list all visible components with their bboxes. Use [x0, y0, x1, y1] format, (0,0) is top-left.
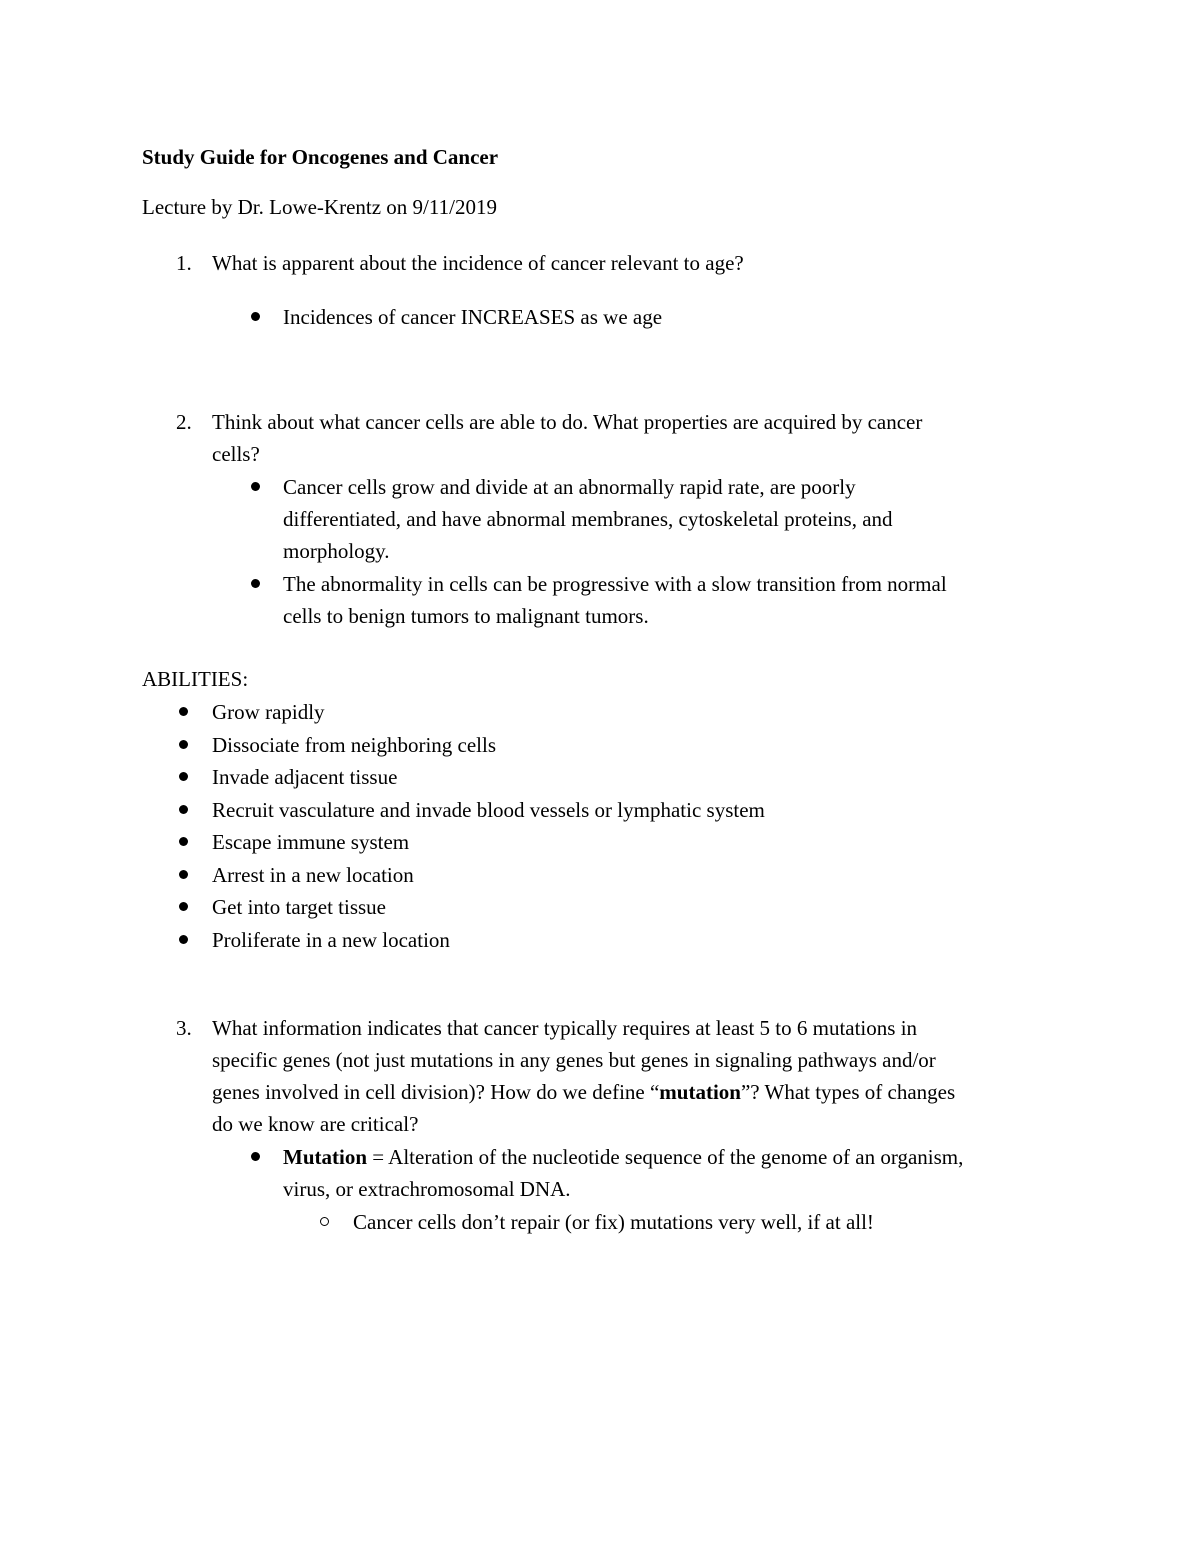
- bullet-icon: [179, 935, 188, 944]
- bullet-icon: [251, 579, 260, 588]
- bullet-icon: [179, 902, 188, 911]
- mutation-definition-line: virus, or extrachromosomal DNA.: [283, 1177, 571, 1201]
- mutation-definition: [283, 1144, 963, 1170]
- q3-question-line: What information indicates that cancer typically requires at least 5 to 6 mutations in: [212, 1016, 918, 1040]
- abilities-heading: ABILITIES:: [142, 667, 249, 691]
- q1-number: 1.: [176, 251, 192, 275]
- ability-item: Grow rapidly: [212, 700, 325, 724]
- bullet-icon: [179, 772, 188, 781]
- q3-text: genes involved in cell division)? How do we define “: [212, 1080, 660, 1104]
- document-title: Study Guide for Oncogenes and Cancer: [142, 145, 499, 169]
- q2-answer-line: differentiated, and have abnormal membranes, cytoskeletal proteins, and: [283, 507, 893, 531]
- q2-answer-line: Cancer cells grow and divide at an abnormally rapid rate, are poorly: [283, 475, 856, 499]
- ability-item: Invade adjacent tissue: [212, 765, 398, 789]
- mutation-term: Mutation: [283, 1145, 367, 1169]
- bullet-icon: [179, 837, 188, 846]
- bullet-icon: [251, 312, 260, 321]
- ability-item: Recruit vasculature and invade blood vessels or lymphatic system: [212, 798, 765, 822]
- q3-question-line: do we know are critical?: [212, 1112, 419, 1136]
- mutation-definition-text: = Alteration of the nucleotide sequence of the genome of an organism,: [367, 1145, 964, 1169]
- q2-answer-line: cells to benign tumors to malignant tumors.: [283, 604, 649, 628]
- bullet-icon: [251, 482, 260, 491]
- ability-item: Proliferate in a new location: [212, 928, 450, 952]
- bullet-icon: [179, 805, 188, 814]
- mutation-sub-point: Cancer cells don’t repair (or fix) mutations very well, if at all!: [353, 1210, 874, 1234]
- q3-mutation-term: mutation: [659, 1080, 741, 1104]
- q3-text: ”? What types of changes: [740, 1080, 956, 1104]
- bullet-icon: [179, 707, 188, 716]
- bullet-icon: [179, 740, 188, 749]
- q2-question-line: cells?: [212, 442, 260, 466]
- ability-item: Arrest in a new location: [212, 863, 414, 887]
- q2-question-line: Think about what cancer cells are able to do. What properties are acquired by cancer: [212, 410, 923, 434]
- q1-question: What is apparent about the incidence of cancer relevant to age?: [212, 251, 744, 275]
- q3-number: 3.: [176, 1016, 192, 1040]
- bullet-icon: [251, 1152, 260, 1161]
- hollow-bullet-icon: [320, 1217, 329, 1226]
- q3-question-line: [212, 1079, 955, 1105]
- q2-answer-line: The abnormality in cells can be progressive with a slow transition from normal: [283, 572, 947, 596]
- q2-answer-line: morphology.: [283, 539, 390, 563]
- ability-item: Escape immune system: [212, 830, 410, 854]
- q2-number: 2.: [176, 410, 192, 434]
- ability-item: Get into target tissue: [212, 895, 386, 919]
- q3-question-line: specific genes (not just mutations in any genes but genes in signaling pathways and/or: [212, 1048, 936, 1072]
- lecture-info: Lecture by Dr. Lowe-Krentz on 9/11/2019: [142, 195, 497, 219]
- q1-answer: Incidences of cancer INCREASES as we age: [283, 305, 663, 329]
- ability-item: Dissociate from neighboring cells: [212, 733, 497, 757]
- bullet-icon: [179, 870, 188, 879]
